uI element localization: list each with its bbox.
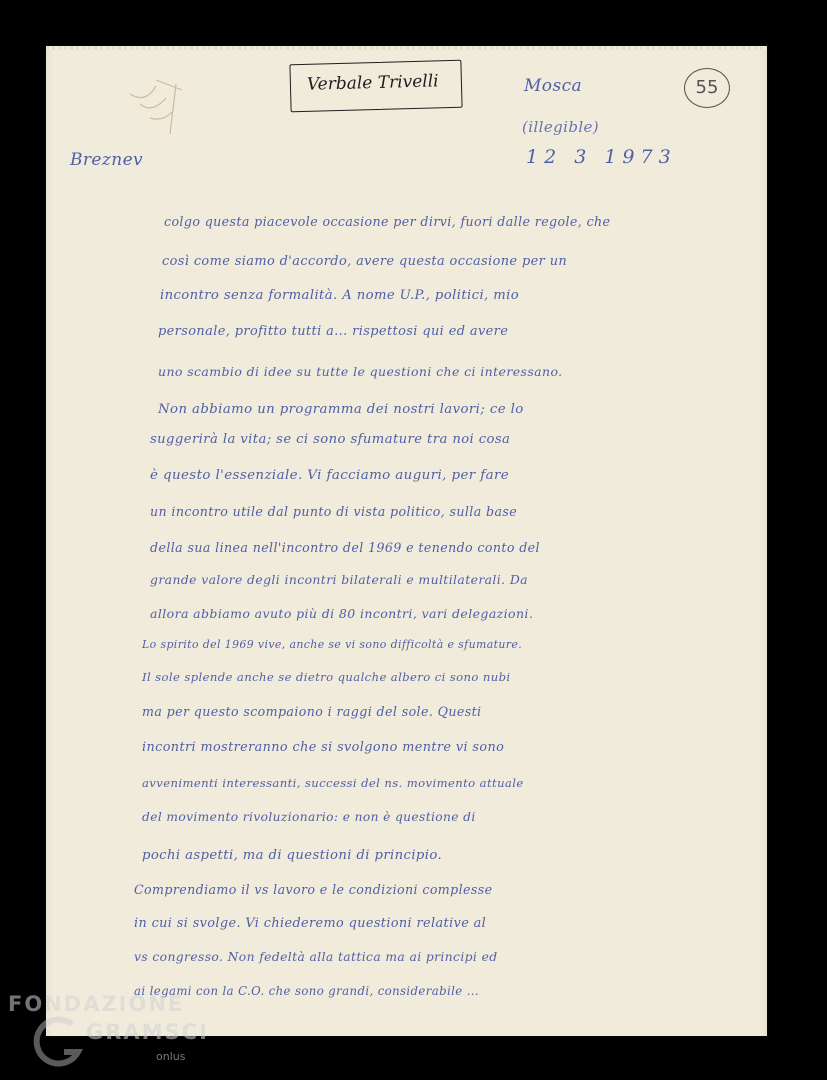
- body-line: grande valore degli incontri bilaterali e multilaterali. Da: [150, 572, 528, 587]
- body-line: suggerirà la vita; se ci sono sfumature tra noi cosa: [150, 432, 511, 447]
- body-line: incontro senza formalità. A nome U.P., politici, mio: [160, 288, 520, 303]
- body-line: colgo questa piacevole occasione per dirvi, fuori dalle regole, che: [164, 214, 611, 229]
- body-line: personale, profitto tutti a... rispettosi qui ed avere: [158, 324, 509, 339]
- body-line: è questo l'essenziale. Vi facciamo auguri, per fare: [150, 468, 510, 483]
- body-line: uno scambio di idee su tutte le questioni che ci interessano.: [158, 364, 563, 379]
- date-month-label: (illegible): [522, 118, 600, 136]
- manuscript-page: [46, 46, 767, 1036]
- body-line: pochi aspetti, ma di questioni di principio.: [142, 848, 443, 863]
- date-label: 12 3 1973: [526, 146, 677, 168]
- body-line: incontri mostreranno che si svolgono mentre vi sono: [142, 740, 505, 755]
- body-line: avvenimenti interessanti, successi del ns. movimento attuale: [142, 776, 524, 790]
- body-line: in cui si svolge. Vi chiederemo questioni relative al: [134, 916, 487, 931]
- body-line: Lo spirito del 1969 vive, anche se vi sono difficoltà e sfumature.: [142, 638, 523, 651]
- body-line: ma per questo scompaiono i raggi del sole. Questi: [142, 704, 482, 719]
- watermark-logo-icon: [32, 1014, 92, 1074]
- body-line: della sua linea nell'incontro del 1969 e tenendo conto del: [150, 540, 540, 555]
- title-box: [289, 60, 462, 112]
- page-number: 55: [684, 68, 730, 108]
- body-line: Il sole splende anche se dietro qualche albero ci sono nubi: [142, 670, 511, 684]
- fondazione-gramsci-watermark: [8, 992, 228, 1072]
- watermark-line3: onlus: [156, 1050, 186, 1063]
- body-line: un incontro utile dal punto di vista politico, sulla base: [150, 504, 518, 519]
- body-line: vs congresso. Non fedeltà alla tattica ma ai principi ed: [134, 950, 498, 964]
- body-line: Comprendiamo il vs lavoro e le condizioni complesse: [134, 882, 493, 897]
- body-line: ai legami con la C.O. che sono grandi, considerabile ...: [134, 984, 480, 998]
- watermark-line1: FONDAZIONE: [8, 992, 185, 1016]
- margin-doodle: [126, 74, 206, 144]
- body-line: allora abbiamo avuto più di 80 incontri, vari delegazioni.: [150, 606, 534, 621]
- body-line: del movimento rivoluzionario: e non è questione di: [142, 810, 476, 824]
- place-label: Mosca: [524, 76, 583, 96]
- body-line: Non abbiamo un programma dei nostri lavori; ce lo: [158, 402, 524, 417]
- body-line: così come siamo d'accordo, avere questa occasione per un: [162, 254, 568, 269]
- watermark-line2: GRAMSCI: [86, 1020, 209, 1044]
- title-label: Verbale Trivelli: [306, 71, 439, 95]
- speaker-label: Breznev: [70, 150, 144, 170]
